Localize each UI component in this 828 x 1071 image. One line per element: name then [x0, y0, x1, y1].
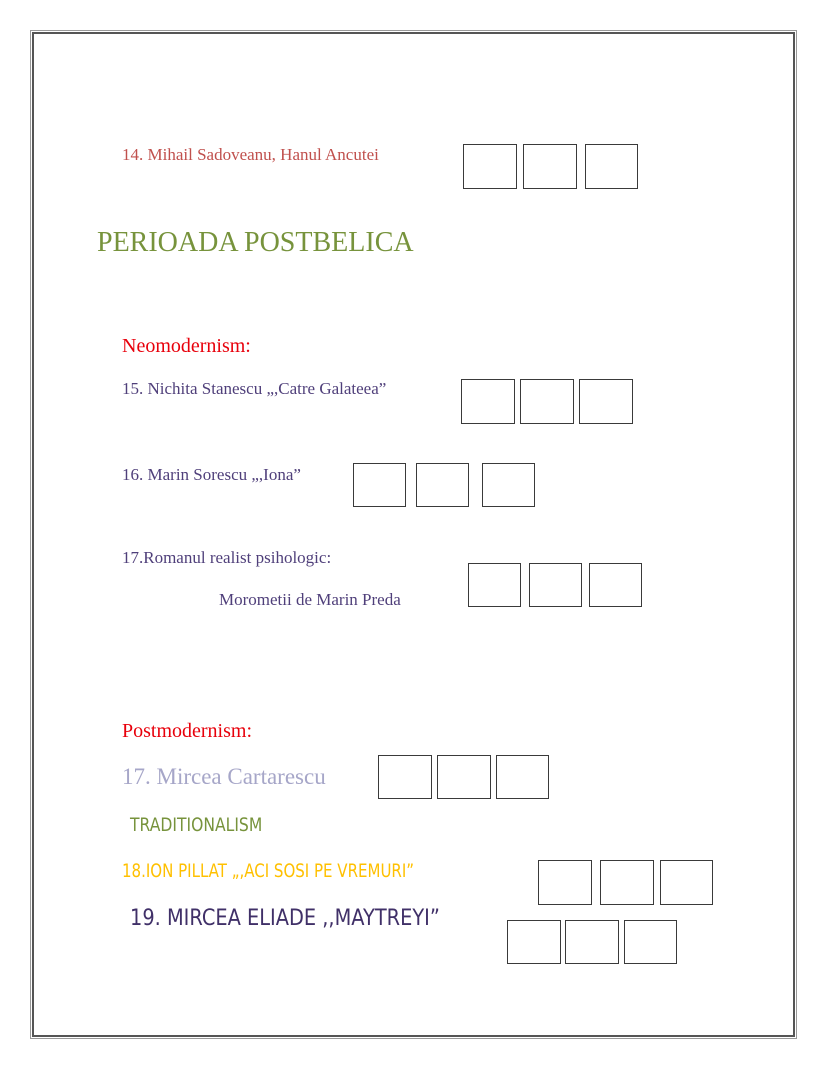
- item-18-box-3[interactable]: [660, 860, 713, 905]
- item-17-box-2[interactable]: [529, 563, 582, 607]
- item-16-box-2[interactable]: [416, 463, 469, 507]
- heading-traditionalism: TRADITIONALISM: [130, 814, 263, 836]
- item-19-label: 19. MIRCEA ELIADE ,,MAYTREYI”: [130, 906, 440, 931]
- item-17b-label: 17. Mircea Cartarescu: [122, 764, 326, 789]
- item-19-box-1[interactable]: [507, 920, 561, 964]
- item-15-box-3[interactable]: [579, 379, 633, 424]
- item-16-label: 16. Marin Sorescu „,Iona”: [122, 465, 301, 484]
- item-17b-box-3[interactable]: [496, 755, 549, 799]
- item-16-box-3[interactable]: [482, 463, 535, 507]
- item-19-box-3[interactable]: [624, 920, 677, 964]
- item-14-box-1[interactable]: [463, 144, 517, 189]
- item-15-box-1[interactable]: [461, 379, 515, 424]
- section-postmodernism: Postmodernism:: [122, 720, 253, 742]
- item-19-box-2[interactable]: [565, 920, 619, 964]
- heading-perioada-postbelica: PERIOADA POSTBELICA: [97, 227, 414, 258]
- item-17b-box-2[interactable]: [437, 755, 491, 799]
- item-16-box-1[interactable]: [353, 463, 406, 507]
- item-17b-box-1[interactable]: [378, 755, 432, 799]
- item-14-box-3[interactable]: [585, 144, 638, 189]
- item-14-box-2[interactable]: [523, 144, 577, 189]
- item-18-box-2[interactable]: [600, 860, 654, 905]
- item-14-label: 14. Mihail Sadoveanu, Hanul Ancutei: [122, 145, 379, 164]
- item-15-box-2[interactable]: [520, 379, 574, 424]
- item-17-box-1[interactable]: [468, 563, 521, 607]
- item-15-label: 15. Nichita Stanescu „,Catre Galateea”: [122, 379, 387, 398]
- item-18-label: 18.ION PILLAT „,ACI SOSI PE VREMURI”: [122, 860, 415, 882]
- item-17-sublabel: Morometii de Marin Preda: [219, 590, 401, 609]
- item-18-box-1[interactable]: [538, 860, 592, 905]
- item-17-label: 17.Romanul realist psihologic:: [122, 548, 332, 567]
- section-neomodernism: Neomodernism:: [122, 335, 251, 357]
- item-17-box-3[interactable]: [589, 563, 642, 607]
